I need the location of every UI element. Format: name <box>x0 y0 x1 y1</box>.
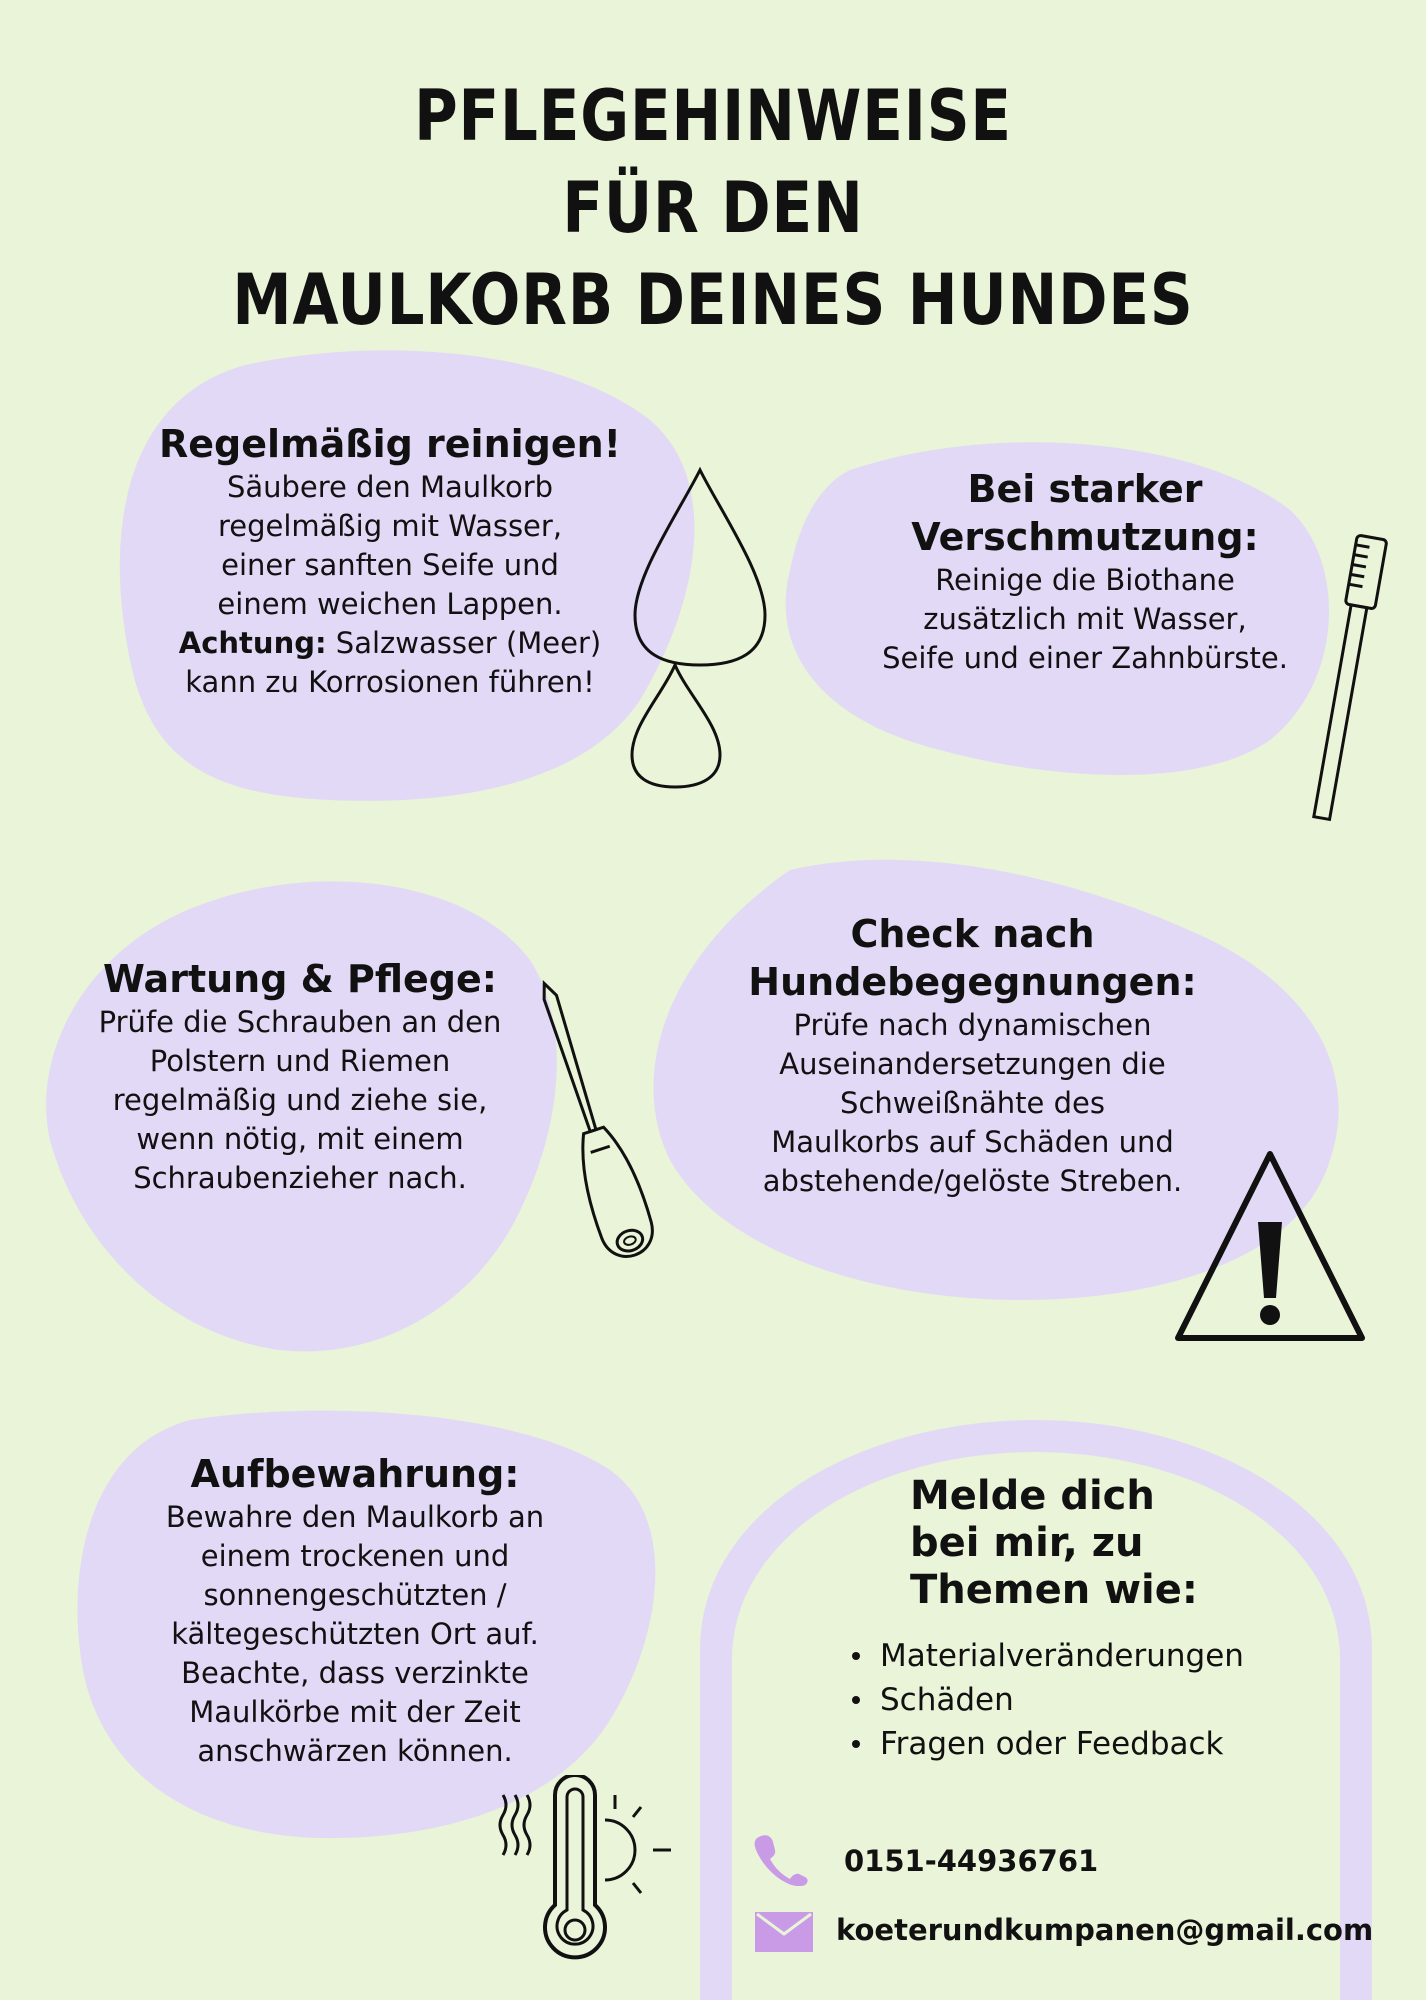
section-aufbewahrung <box>120 1450 590 1771</box>
warning-triangle-icon <box>1172 1148 1368 1348</box>
contact-heading-1: Melde dich <box>910 1473 1155 1519</box>
section-reinigen-line-5 <box>130 624 650 663</box>
title-line-3: MAULKORB DEINES HUNDES <box>232 259 1194 341</box>
section-check-heading-1: Check nach <box>850 912 1095 956</box>
phone-icon <box>753 1832 809 1890</box>
phone-number[interactable]: 0151-44936761 <box>844 1844 1099 1878</box>
section-verschmutzung <box>840 465 1330 678</box>
contact-heading-3: Themen wie: <box>910 1567 1198 1613</box>
section-verschmutzung-heading-2: Verschmutzung: <box>911 515 1259 559</box>
section-wartung-heading: Wartung & Pflege: <box>103 957 497 1001</box>
contact-heading <box>910 1473 1198 1614</box>
section-reinigen-line-3: einer sanften Seife und <box>221 548 559 582</box>
section-check-line-2: Auseinandersetzungen die <box>779 1047 1166 1081</box>
section-reinigen <box>130 420 650 702</box>
section-check-line-5: abstehende/gelöste Streben. <box>762 1164 1183 1198</box>
section-verschmutzung-line-3: Seife und einer Zahnbürste. <box>882 641 1288 675</box>
list-item: Schäden <box>844 1678 1244 1722</box>
section-check-heading-2: Hundebegegnungen: <box>748 960 1197 1004</box>
section-check-line-3: Schweißnähte des <box>840 1086 1105 1120</box>
section-check-line-1: Prüfe nach dynamischen <box>793 1008 1152 1042</box>
list-item: Fragen oder Feedback <box>844 1722 1244 1766</box>
section-aufbewahrung-line-5: Beachte, dass verzinkte <box>181 1656 529 1690</box>
section-reinigen-line-1: Säubere den Maulkorb <box>226 470 554 504</box>
email-address[interactable]: koeterundkumpanen@gmail.com <box>836 1913 1374 1947</box>
contact-heading-2: bei mir, zu <box>910 1520 1144 1566</box>
section-aufbewahrung-line-3: sonnengeschützten / <box>203 1578 507 1612</box>
section-wartung <box>60 955 540 1198</box>
title-line-1: PFLEGEHINWEISE <box>414 75 1012 157</box>
section-aufbewahrung-line-1: Bewahre den Maulkorb an <box>165 1500 545 1534</box>
screwdriver-icon <box>530 970 660 1294</box>
section-reinigen-line-4: einem weichen Lappen. <box>217 587 563 621</box>
section-reinigen-line-6: kann zu Korrosionen führen! <box>185 665 595 699</box>
water-drop-icon <box>630 465 770 799</box>
topics-list <box>844 1634 1244 1766</box>
section-verschmutzung-line-2: zusätzlich mit Wasser, <box>923 602 1247 636</box>
section-reinigen-line-5-rest: Salzwasser (Meer) <box>335 626 602 660</box>
section-check-line-4: Maulkorbs auf Schäden und <box>771 1125 1174 1159</box>
title-line-2: FÜR DEN <box>562 167 864 249</box>
mail-icon <box>755 1912 813 1956</box>
section-aufbewahrung-line-4: kältegeschützten Ort auf. <box>171 1617 539 1651</box>
section-aufbewahrung-line-6: Maulkörbe mit der Zeit <box>189 1695 521 1729</box>
section-check <box>715 910 1230 1201</box>
section-verschmutzung-line-1: Reinige die Biothane <box>935 563 1235 597</box>
section-aufbewahrung-line-2: einem trockenen und <box>200 1539 510 1573</box>
thermometer-sun-icon <box>495 1775 685 1979</box>
section-reinigen-line-2: regelmäßig mit Wasser, <box>217 509 563 543</box>
section-wartung-line-5: Schraubenzieher nach. <box>133 1161 467 1195</box>
section-wartung-line-1: Prüfe die Schrauben an den <box>98 1005 502 1039</box>
section-aufbewahrung-heading: Aufbewahrung: <box>190 1452 520 1496</box>
section-wartung-line-3: regelmäßig und ziehe sie, <box>112 1083 488 1117</box>
section-wartung-line-4: wenn nötig, mit einem <box>136 1122 464 1156</box>
section-reinigen-heading: Regelmäßig reinigen! <box>158 422 622 466</box>
toothbrush-icon <box>1300 530 1390 834</box>
section-aufbewahrung-line-7: anschwärzen können. <box>197 1734 513 1768</box>
warning-label: Achtung: <box>178 626 327 660</box>
section-verschmutzung-heading-1: Bei starker <box>967 467 1203 511</box>
list-item: Materialveränderungen <box>844 1634 1244 1678</box>
section-wartung-line-2: Polstern und Riemen <box>149 1044 451 1078</box>
